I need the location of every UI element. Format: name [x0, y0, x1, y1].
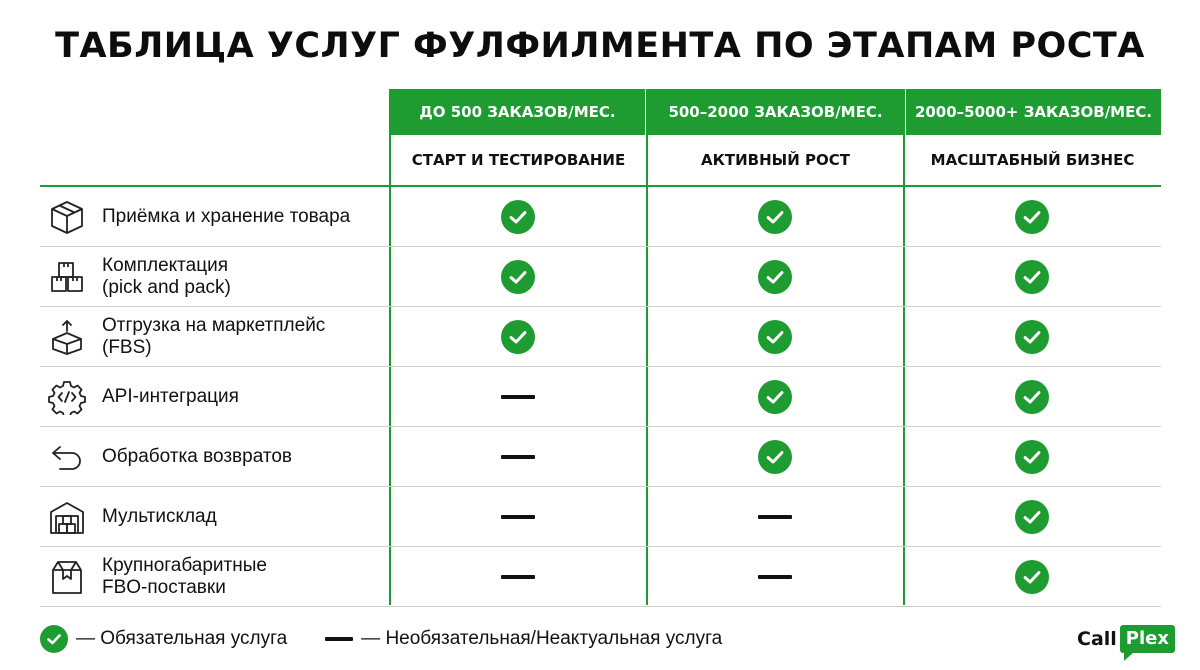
table-row [40, 547, 1161, 607]
dash-icon [758, 515, 792, 519]
table-cell [647, 547, 903, 607]
table-cell [904, 427, 1160, 487]
check-icon [758, 380, 792, 414]
row-label: Приёмка и хранение товара [102, 206, 351, 227]
check-icon [1015, 560, 1049, 594]
table-row [40, 247, 1161, 307]
table-cell [390, 187, 646, 247]
callplex-logo: Call Plex [1077, 622, 1175, 656]
check-icon [1015, 440, 1049, 474]
dash-icon [501, 395, 535, 399]
check-icon [1015, 380, 1049, 414]
legend-optional-label: — Необязательная/Неактуальная услуга [361, 628, 723, 649]
dash-icon [325, 637, 353, 641]
table-row [40, 367, 1161, 427]
row-label: Мультисклад [102, 506, 217, 527]
column-header-row [390, 89, 1161, 135]
large-box-icon [48, 559, 86, 595]
check-icon [1015, 200, 1049, 234]
dash-icon [501, 575, 535, 579]
column-subheader-row [390, 135, 1161, 185]
table-cell [647, 307, 903, 367]
return-arrow-icon [48, 439, 86, 475]
table-row [40, 307, 1161, 367]
column-header-1: ДО 500 ЗАКАЗОВ/МЕС. [390, 89, 645, 135]
table-cell [904, 187, 1160, 247]
legend-required-label: — Обязательная услуга [76, 628, 288, 649]
column-subheader-3: МАСШТАБНЫЙ БИЗНЕС [930, 151, 1135, 169]
dash-icon [501, 455, 535, 459]
row-label: Комплектация (pick and pack) [102, 255, 231, 298]
table-row [40, 187, 1161, 247]
warehouse-icon [48, 499, 86, 535]
check-icon [501, 200, 535, 234]
table-cell [390, 307, 646, 367]
box-icon [48, 199, 86, 235]
table-cell [904, 367, 1160, 427]
table-cell [647, 427, 903, 487]
box-upload-icon [48, 319, 86, 355]
row-label: Крупногабаритные FBO-поставки [102, 555, 267, 598]
check-icon [758, 200, 792, 234]
table-cell [390, 547, 646, 607]
column-header-2: 500–2000 ЗАКАЗОВ/МЕС. [648, 89, 903, 135]
api-gear-icon [48, 379, 86, 415]
table-cell [904, 247, 1160, 307]
table-cell [390, 367, 646, 427]
check-icon [1015, 260, 1049, 294]
row-label: API-интеграция [102, 386, 239, 407]
column-subheader-2: АКТИВНЫЙ РОСТ [701, 151, 850, 169]
row-label: Обработка возвратов [102, 446, 293, 467]
check-icon [501, 260, 535, 294]
check-icon [1015, 500, 1049, 534]
table-cell [647, 187, 903, 247]
dash-icon [758, 575, 792, 579]
check-icon [501, 320, 535, 354]
table-cell [904, 487, 1160, 547]
table-cell [390, 487, 646, 547]
check-icon [758, 320, 792, 354]
table-cell [390, 247, 646, 307]
row-label: Отгрузка на маркетплейс (FBS) [102, 315, 326, 358]
check-icon [1015, 320, 1049, 354]
table-row [40, 427, 1161, 487]
column-header-3: 2000–5000+ ЗАКАЗОВ/МЕС. [906, 89, 1161, 135]
table-body [40, 187, 1161, 607]
table-cell [390, 427, 646, 487]
check-icon [758, 260, 792, 294]
table-cell [904, 547, 1160, 607]
column-subheader-1: СТАРТ И ТЕСТИРОВАНИЕ [411, 151, 626, 169]
table-cell [647, 367, 903, 427]
check-icon [758, 440, 792, 474]
table-row [40, 487, 1161, 547]
boxes-icon [48, 259, 86, 295]
table-cell [647, 487, 903, 547]
check-icon [40, 625, 68, 653]
dash-icon [501, 515, 535, 519]
page-title: ТАБЛИЦА УСЛУГ ФУЛФИЛМЕНТА ПО ЭТАПАМ РОСТА [55, 26, 1145, 66]
legend [40, 624, 722, 654]
table-cell [647, 247, 903, 307]
table-cell [904, 307, 1160, 367]
